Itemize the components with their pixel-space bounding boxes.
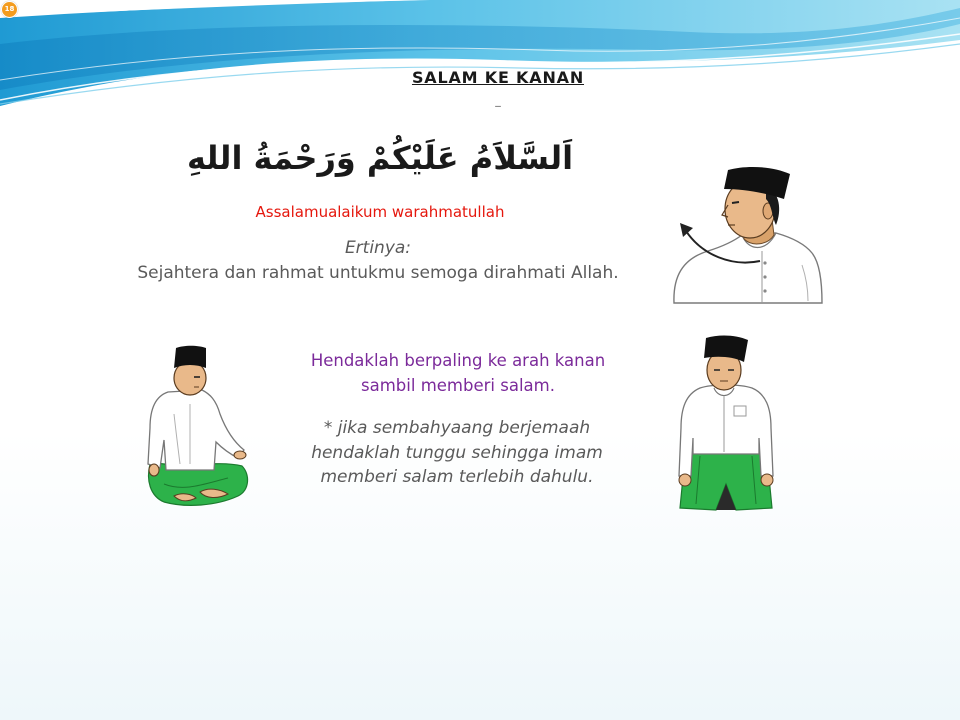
- illustration-sitting-cross-legged: [144, 344, 254, 510]
- eye: [732, 202, 739, 203]
- note-line: hendaklah tunggu sehingga imam: [311, 442, 603, 463]
- note-block: [257, 416, 657, 490]
- shirt-button: [763, 261, 766, 264]
- title-underline-mark: _: [495, 94, 501, 107]
- hand: [234, 451, 246, 459]
- shirt: [148, 390, 244, 470]
- slide-number-badge: 18: [1, 1, 18, 18]
- arrow-head: [680, 223, 693, 237]
- meaning-text: Sejahtera dan rahmat untukmu semoga dirahmati Allah.: [137, 263, 619, 283]
- transliteration: Assalamualaikum warahmatullah: [255, 203, 505, 221]
- hand: [149, 464, 159, 476]
- shirt-button: [763, 289, 766, 292]
- instruction-line: Hendaklah berpaling ke arah kanan: [310, 351, 606, 370]
- meaning-label: Ertinya:: [344, 238, 412, 258]
- note-line: memberi salam terlebih dahulu.: [320, 467, 594, 487]
- illustration-turning-head: [670, 165, 824, 305]
- instruction-line: sambil memberi salam.: [361, 376, 555, 395]
- header-wave-decoration: [0, 0, 960, 120]
- hand: [679, 474, 691, 486]
- hand: [761, 474, 773, 486]
- note-line: * jika sembahyaang berjemaah: [323, 418, 591, 438]
- shirt-button: [763, 275, 766, 278]
- instruction-block: [258, 348, 658, 398]
- slide-title: SALAM KE KANAN: [411, 68, 585, 87]
- illustration-kneeling: [674, 334, 778, 516]
- songkok-hat: [174, 346, 206, 368]
- arabic-greeting: اَلسَّلاَمُ عَلَيْكُمْ وَرَحْمَةُ اللهِ: [186, 139, 574, 177]
